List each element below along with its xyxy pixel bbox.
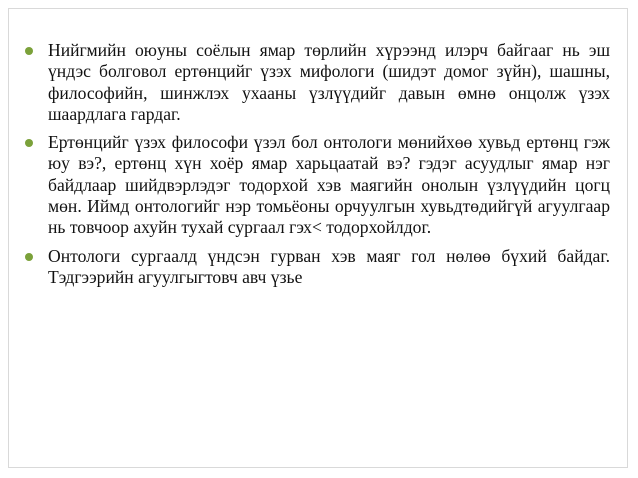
bullet-dot-icon xyxy=(25,253,33,261)
slide-content xyxy=(22,40,610,295)
bullet-dot-icon xyxy=(25,47,33,55)
bullet-item-2 xyxy=(22,132,610,238)
bullet-dot-icon xyxy=(25,139,33,147)
bullet-text: Ертөнцийг үзэх философи үзэл бол онтологи мөнийхөө хувьд ертөнц гэж юу вэ?, ертөнц хүн хоёр ямар харьцаатай вэ? гэдэг асуудлыг ямар нэг байдлаар шийдвэрлэдэг тодорхой хэв маягийн онолын үзлүүдийн цогц мөн. Иймд онтологийг нэр томьёоны орчуулгын хувьдтөдийгүй агуулгаар нь товчоор ахуйн тухай сургаал гэх< тодорхойлдог. xyxy=(48,132,610,238)
bullet-item-1 xyxy=(22,40,610,125)
bullet-item-3 xyxy=(22,246,610,289)
bullet-text: Онтологи сургаалд үндсэн гурван хэв маяг гол нөлөө бүхий байдаг. Тэдгээрийн агуулгыгтовч авч үзье xyxy=(48,245,610,287)
bullet-text: Нийгмийн оюуны соёлын ямар төрлийн хүрээнд илэрч байгааг нь эш үндэс болговол ертөнцийг үзэх мифологи (шидэт домог зүйн), шашны, философийн, шинжлэх ухааны үзлүүдийг давын өмнө онцолж үзэх шаардлага гардаг. xyxy=(48,40,610,124)
